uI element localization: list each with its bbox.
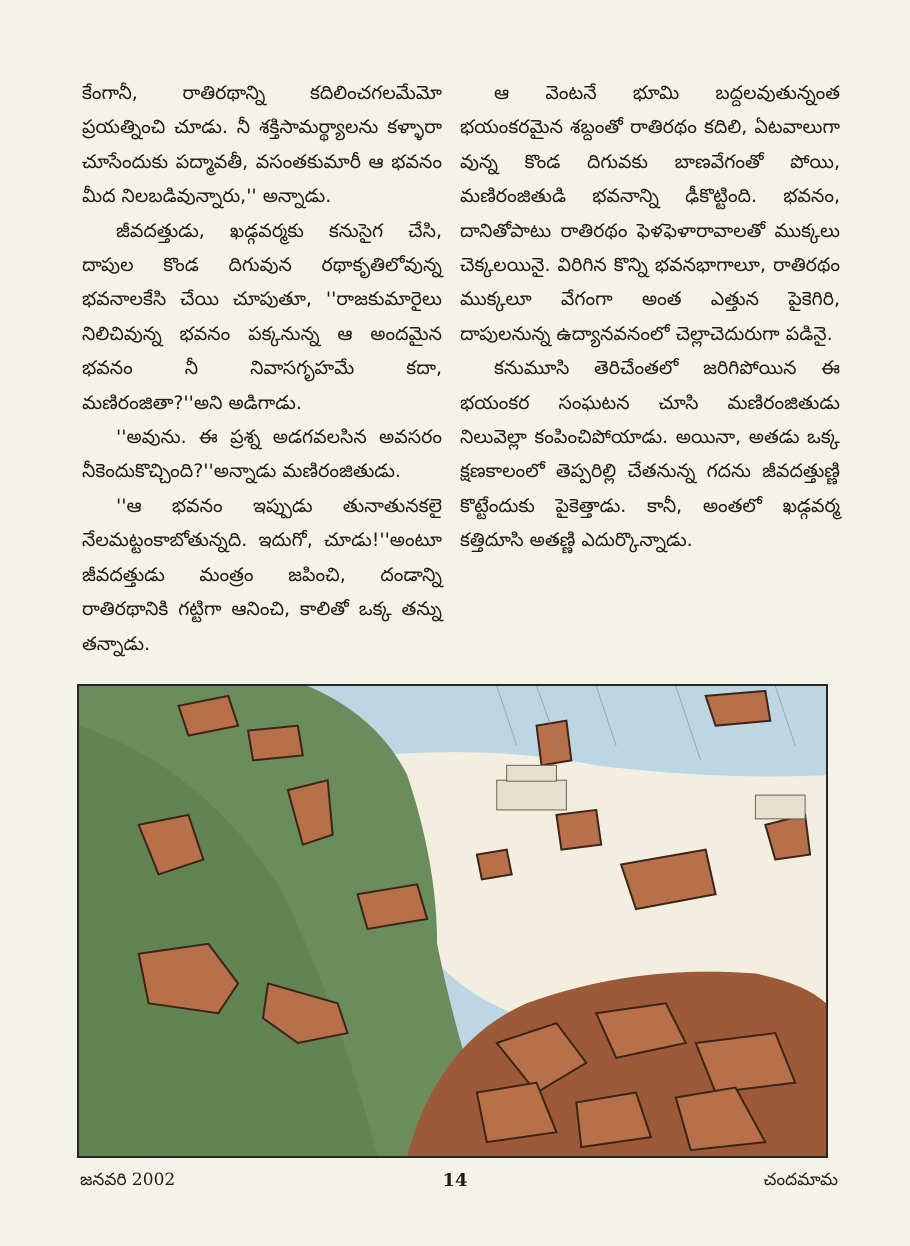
paragraph: కేంగానీ, రాతిరథాన్ని కదిలించగలమేమో ప్రయత్నించి చూడు. నీ శక్తిసామర్థ్యాలను కళ్ళారా చూసేందుకు పద్మావతీ, వసంతకుమారీ ఆ భవనం మీద నిలబడివున్నారు,'' అన్నాడు. [82, 82, 442, 208]
story-illustration [77, 684, 828, 1158]
left-text-column [82, 76, 442, 661]
paragraph: ఆ వెంటనే భూమి బద్దలవుతున్నంత భయంకరమైన శబ్దంతో రాతిరథం కదిలి, ఏటవాలుగా వున్న కొండ దిగువకు బాణవేగంతో పోయి, మణిరంజితుడి భవనాన్ని ఢీకొట్టింది. భవనం, దానితోపాటు రాతిరథం ఫెళఫెళారావాలతో ముక్కలు చెక్కలయినై. విరిగిన కొన్ని భవనభాగాలూ, రాతిరథం ముక్కలూ వేగంగా అంత ఎత్తున పైకెగిరి, దాపులనున్న ఉద్యానవనంలో చెల్లాచెదురుగా పడినై. [460, 82, 840, 345]
page-number: 14 [442, 1170, 468, 1191]
collapsing-building-illustration [79, 686, 826, 1156]
paragraph: ''ఆ భవనం ఇప్పుడు తునాతునకలై నేలమట్టంకాబోతున్నది. ఇదుగో, చూడు!''అంటూ జీవదత్తుడు మంత్రం జపించి, దండాన్ని రాతిరథానికి గట్టిగా ఆనించి, కాలితో ఒక్క తన్ను తన్నాడు. [82, 494, 442, 655]
paragraph: ''అవును. ఈ ప్రశ్న అడగవలసిన అవసరం నీకెందుకొచ్చింది?''అన్నాడు మణిరంజితుడు. [82, 426, 442, 483]
right-text-column [460, 76, 840, 558]
paragraph: కనుమూసి తెరిచేంతలో జరిగిపోయిన ఈ భయంకర సంఘటన చూసి మణిరంజితుడు నిలువెల్లా కంపించిపోయాడు. అయినా, అతడు ఒక్క క్షణకాలంలో తెప్పరిల్లి చేతనున్న గదను జీవదత్తుణ్ణి కొట్టేందుకు పైకెత్తాడు. కానీ, అంతలో ఖడ్గవర్మ కత్తిదూసి అతణ్ణి ఎదుర్కొన్నాడు. [460, 357, 840, 552]
magazine-name: చందమామ [763, 1170, 838, 1190]
issue-date: జనవరి 2002 [80, 1170, 176, 1190]
paragraph: జీవదత్తుడు, ఖడ్గవర్మకు కనుసైగ చేసి, దాపుల కొండ దిగువున రథాకృతిలోవున్న భవనాలకేసి చేయి చూపుతూ, ''రాజకుమారైలు నిలిచివున్న భవనం పక్కనున్న ఆ అందమైన భవనం నీ నివాసగృహమే కదా, మణిరంజితా?''అని అడిగాడు. [82, 219, 442, 414]
